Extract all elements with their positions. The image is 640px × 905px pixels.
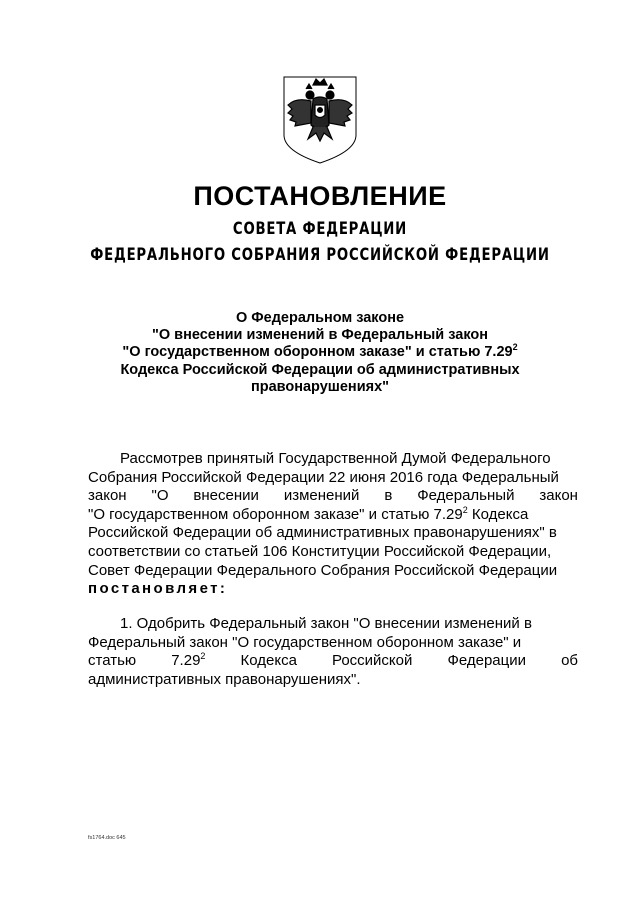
paragraph-line: соответствии со статьей 106 Конституции Российской Федерации, — [88, 542, 552, 560]
subject-line: Кодекса Российской Федерации об административных — [120, 361, 520, 378]
superscript: 2 — [200, 651, 206, 662]
word: Российской — [331, 652, 413, 670]
document-title: ПОСТАНОВЛЕНИЕ — [193, 181, 447, 211]
subject-line — [0, 344, 640, 361]
word: изменений — [283, 487, 360, 505]
subject-line: "О внесении изменений в Федеральный закон — [152, 327, 488, 344]
paragraph-line — [88, 487, 578, 506]
word: закон — [539, 487, 578, 505]
article-number: 7.29 — [171, 652, 201, 670]
word: Федерации — [447, 652, 526, 670]
word: внесении — [193, 487, 259, 505]
word — [171, 652, 205, 671]
paragraph-line: Собрания Российской Федерации 22 июня 2016 года Федеральный — [88, 468, 559, 486]
subject-text: "О государственном оборонном заказе" и статью 7.29 — [122, 344, 513, 361]
word: закон — [88, 487, 127, 505]
paragraph-line: Российской Федерации об административных правонарушениях" в — [88, 524, 557, 542]
subject-line: О Федеральном законе — [235, 310, 405, 326]
line-text: Кодекса — [467, 505, 529, 523]
document-subtitle-council: СОВЕТА ФЕДЕРАЦИИ — [232, 219, 408, 239]
paragraph-line: Рассмотрев принятый Государственной Думой Федерального — [120, 450, 551, 467]
word: "О — [151, 487, 169, 505]
preamble-paragraph — [88, 450, 578, 599]
document-subtitle-assembly: ФЕДЕРАЛЬНОГО СОБРАНИЯ РОССИЙСКОЙ ФЕДЕРАЦИИ — [90, 245, 550, 265]
coat-of-arms-icon — [280, 75, 360, 165]
superscript: 2 — [462, 504, 468, 515]
word: Федеральный — [417, 487, 515, 505]
item-1-paragraph — [88, 615, 578, 689]
paragraph-line: 1. Одобрить Федеральный закон "О внесении изменений в — [120, 615, 532, 632]
word: об — [561, 652, 578, 670]
line-text: "О государственном оборонном заказе" и статью 7.29 — [88, 505, 463, 523]
superscript: 2 — [512, 342, 518, 353]
paragraph-line: административных правонарушениях". — [88, 670, 361, 688]
word: в — [384, 487, 393, 505]
word: статью — [88, 652, 137, 670]
paragraph-line: Совет Федерации Федерального Собрания Российской Федерации — [88, 561, 558, 579]
word: Кодекса — [240, 652, 297, 670]
resolution-subject — [0, 310, 640, 396]
paragraph-line — [88, 506, 578, 525]
paragraph-line: Федеральный закон "О государственном оборонном заказе" и — [88, 633, 522, 651]
resolution-verb: постановляет: — [88, 580, 228, 598]
footer-document-code: fs1764.doc 645 — [88, 835, 126, 841]
paragraph-line — [88, 652, 578, 671]
subject-line: правонарушениях" — [250, 378, 390, 395]
